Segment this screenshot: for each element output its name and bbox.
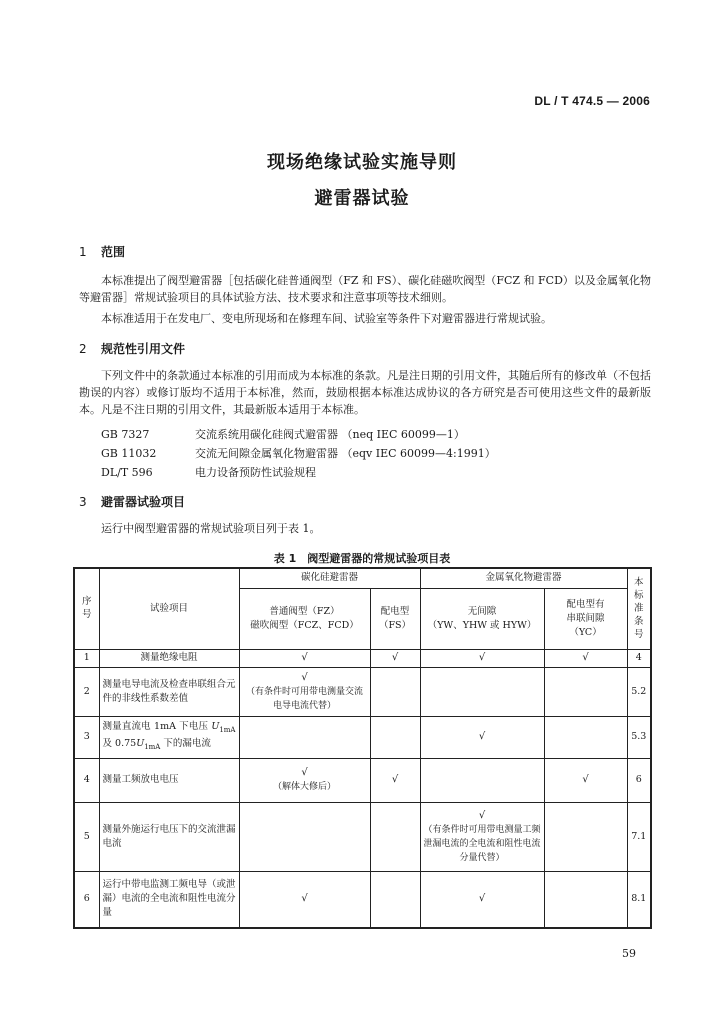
section-title: 避雷器试验项目 [101,495,186,509]
header-mo-gapless: 无间隙 （YW、YHW 或 HYW） [420,588,544,649]
cell-mo-gapless [420,716,544,758]
cell-mo-gap [544,716,627,758]
cell-note: （有条件时可用带电测量工频泄漏电流的全电流和阻性电流分量代替） [423,824,541,863]
cell-item: 测量直流电 1mA 下电压 $U_{1mA}$ 及 $0.75U_{1mA}$ 下的漏电流 [99,716,239,758]
cell-sic-fs [370,716,420,758]
cell-item: 测量电导电流及检查串联组合元件的非线性系数差值 [99,667,239,716]
document-title: 现场绝缘试验实施导则 [267,152,457,173]
check-mark: √ [391,652,399,663]
paragraph-text: 本标准提出了阀型避雷器［包括碳化硅普通阀型（FZ 和 FS）、碳化硅磁吹阀型（FCZ 和 FCD）以及金属氧化物等避雷器］常规试验项目的具体试验方法、技术要求和注意事项等技术细则。 [79,274,651,304]
header-no: 序号 [74,568,99,649]
cell-sic-fs [370,802,420,871]
cell-no: 6 [74,871,99,928]
header-item: 试验项目 [99,568,239,649]
section-title: 规范性引用文件 [101,342,186,356]
section-number: 1 [79,245,87,259]
table-row [74,649,651,667]
reference-code: GB 11032 [101,447,157,460]
check-mark: √ [301,893,308,905]
reference-code: DL/T 596 [101,466,153,479]
cell-mo-gapless [420,802,544,871]
cell-item: 运行中带电监测工频电导（或泄漏）电流的全电流和阻性电流分量 [99,871,239,928]
cell-clause: 7.1 [627,802,651,871]
cell-item: 测量绝缘电阻 [99,649,239,667]
cell-clause: 5.3 [627,716,651,758]
cell-mo-gapless [420,667,544,716]
cell-item: 测量工频放电电压 [99,758,239,802]
cell-sic-fs [370,871,420,928]
document-subtitle: 避雷器试验 [314,188,410,209]
check-mark: √ [478,652,486,663]
cell-sic-common [239,667,370,716]
cell-no: 3 [74,716,99,758]
paragraph-text: 下列文件中的条款通过本标准的引用而成为本标准的条款。凡是注日期的引用文件，其随后所有的修改单（不包括勘误的内容）或修订版均不适用于本标准，然而，鼓励根据本标准达成协议的各方研究是否可使用这些文件的最新版本。凡是不注日期的引用文件，其最新版本适用于本标准。 [79,369,651,416]
header-group-mo: 金属氧化物避雷器 [420,568,627,588]
cell-mo-gap [544,649,627,667]
test-items-table [73,567,652,929]
section-1-paragraph-1 [79,272,651,306]
check-mark: √ [301,767,308,778]
section-2-paragraph-1 [79,367,651,418]
header-sic-fs: 配电型 （FS） [370,588,420,649]
cell-mo-gap [544,871,627,928]
check-mark: √ [391,774,399,785]
reference-title: 交流系统用碳化硅阀式避雷器 （neq IEC 60099—1） [195,428,465,441]
cell-item: 测量外施运行电压下的交流泄漏电流 [99,802,239,871]
reference-item [101,426,465,442]
cell-mo-gapless [420,758,544,802]
section-3-heading [79,493,185,510]
check-mark: √ [478,893,486,905]
paragraph-text: 运行中阀型避雷器的常规试验项目列于表 1。 [101,522,321,535]
section-2-heading [79,340,185,357]
section-number: 2 [79,342,87,356]
paragraph-text: 本标准适用于在发电厂、变电所现场和在修理车间、试验室等条件下对避雷器进行常规试验。 [101,312,552,325]
cell-note: （有条件时可用带电测量交流电导电流代替） [245,686,363,711]
check-mark: √ [582,652,589,663]
cell-sic-common [239,802,370,871]
cell-mo-gapless [420,649,544,667]
table-row [74,667,651,716]
cell-clause: 5.2 [627,667,651,716]
cell-sic-common [239,758,370,802]
cell-sic-common [239,871,370,928]
check-mark: √ [301,671,308,683]
table-row [74,871,651,928]
section-number: 3 [79,495,87,509]
standard-code: DL / T 474.5 — 2006 [534,94,650,108]
cell-sic-fs [370,649,420,667]
cell-note: （解体大修后） [272,782,336,792]
cell-sic-common [239,649,370,667]
cell-sic-fs [370,758,420,802]
reference-item [101,464,316,480]
reference-code: GB 7327 [101,428,150,441]
cell-mo-gap [544,758,627,802]
section-1-paragraph-2 [79,310,651,327]
cell-clause: 4 [627,649,651,667]
cell-sic-common [239,716,370,758]
table-row [74,758,651,802]
check-mark: √ [582,774,589,785]
reference-title: 电力设备预防性试验规程 [195,466,316,479]
cell-mo-gap [544,802,627,871]
check-mark: √ [478,731,486,742]
check-mark: √ [301,652,308,663]
cell-no: 2 [74,667,99,716]
reference-title: 交流无间隙金属氧化物避雷器 （eqv IEC 60099—4:1991） [195,447,496,460]
cell-clause: 8.1 [627,871,651,928]
cell-sic-fs [370,667,420,716]
header-sic-common: 普通阀型（FZ） 磁吹阀型（FCZ、FCD） [239,588,370,649]
cell-mo-gap [544,667,627,716]
cell-mo-gapless [420,871,544,928]
section-1-heading [79,243,125,260]
header-group-sic: 碳化硅避雷器 [239,568,420,588]
section-title: 范围 [101,245,126,259]
section-3-paragraph-1 [79,520,651,537]
table-row [74,716,651,758]
header-mo-gap: 配电型有 串联间隙 （YC） [544,588,627,649]
reference-item [101,445,496,461]
cell-clause: 6 [627,758,651,802]
page-number: 59 [622,947,636,960]
cell-no: 5 [74,802,99,871]
check-mark: √ [478,809,486,821]
cell-no: 4 [74,758,99,802]
header-clause: 本标准条号 [627,568,651,649]
cell-no: 1 [74,649,99,667]
table-row [74,802,651,871]
table-caption: 表 1 阀型避雷器的常规试验项目表 [273,552,451,565]
